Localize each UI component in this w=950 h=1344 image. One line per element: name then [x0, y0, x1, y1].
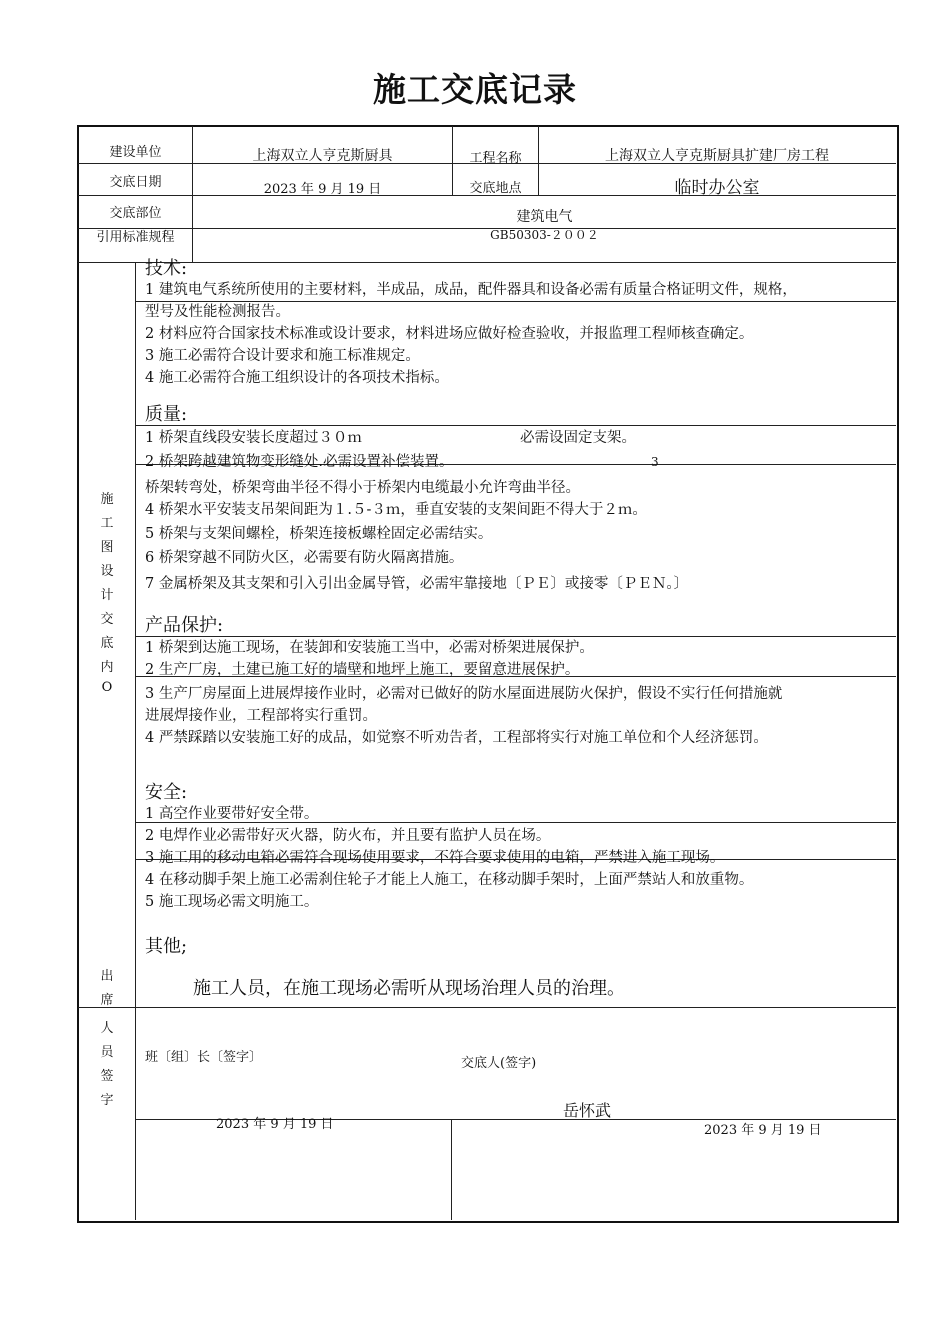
side-char: 底 [100, 636, 114, 651]
builder-value: 上海双立人亨克斯厨具 [252, 148, 393, 164]
safety-line: 3 施工用的移动电箱必需符合现场使用要求，不符合要求使用的电箱，严禁进入施工现场。 [145, 850, 725, 866]
protection-line: 2 生产厂房，土建已施工好的墙壁和地坪上施工，要留意进展保护。 [145, 662, 580, 678]
builder-label: 建设单位 [109, 145, 162, 160]
tech-line: 型号及性能检测报告。 [145, 304, 290, 320]
side-char: 席 [100, 993, 114, 1008]
safety-line: 4 在移动脚手架上施工必需刹住轮子才能上人施工，在移动脚手架时，上面严禁站人和放重物。 [145, 872, 754, 888]
quality-line: 5 桥架与支架间螺栓，桥架连接板螺栓固定必需结实。 [145, 526, 493, 542]
row-divider [78, 262, 896, 263]
project-label: 工程名称 [469, 151, 522, 166]
tech-line: 1 建筑电气系统所使用的主要材料，半成品，成品，配件器具和设备必需有质量合格证明文件，规格， [145, 282, 797, 298]
team-leader-signature-label: 班〔组〕长〔签字〕 [145, 1050, 263, 1065]
row-divider [78, 1007, 896, 1008]
sign-date-right: 2023 年 9 月 19 日 [704, 1123, 822, 1138]
side-char: O [101, 680, 113, 695]
other-heading: 其他; [145, 936, 188, 957]
place-value: 临时办公室 [674, 178, 760, 198]
safety-line: 1 高空作业要带好安全带。 [145, 806, 319, 822]
safety-line: 2 电焊作业必需带好灭火器，防火布，并且要有监护人员在场。 [145, 828, 551, 844]
col-divider [135, 262, 136, 1220]
safety-heading: 安全: [145, 782, 188, 803]
standard-label: 引用标准规程 [96, 230, 175, 245]
content-side-label [96, 488, 118, 704]
protection-line: 进展焊接作业，工程部将实行重罚。 [145, 708, 377, 724]
side-char: 人 [100, 1021, 114, 1036]
tech-line: 4 施工必需符合施工组织设计的各项技术指标。 [145, 370, 449, 386]
tech-heading: 技术: [145, 258, 188, 279]
tech-line: 3 施工必需符合设计要求和施工标准规定。 [145, 348, 420, 364]
side-char: 员 [100, 1045, 114, 1060]
quality-line: 必需设固定支架。 [520, 430, 636, 446]
quality-line: 桥架转弯处，桥架弯曲半径不得小于桥架内电缆最小允许弯曲半径。 [145, 480, 580, 496]
side-char: 字 [100, 1093, 114, 1108]
side-char: 内 [100, 660, 114, 675]
side-char: 工 [100, 516, 114, 531]
part-label: 交底部位 [109, 206, 162, 221]
quality-line: 2 桥架跨越建筑物变形缝处.必需设置补偿装置。 [145, 454, 454, 470]
discloser-name: 岳怀武 [563, 1101, 612, 1120]
quality-line: 6 桥架穿越不同防火区，必需要有防火隔离措施。 [145, 550, 464, 566]
quality-note-number: 3 [651, 455, 659, 469]
quality-line: 1 桥架直线段安装长度超过３０ｍ [145, 430, 362, 446]
sign-side-label [96, 965, 118, 1113]
side-char: 计 [100, 588, 114, 603]
side-char: 交 [100, 612, 114, 627]
place-label: 交底地点 [469, 181, 522, 196]
safety-line: 5 施工现场必需文明施工。 [145, 894, 319, 910]
side-char: 设 [100, 564, 114, 579]
discloser-signature-label: 交底人(签字) [461, 1056, 537, 1071]
side-char: 施 [100, 492, 114, 507]
protection-line: 3 生产厂房屋面上进展焊接作业时，必需对已做好的防水屋面进展防火保护，假设不实行任何措施就 [145, 686, 783, 702]
side-char: 出 [100, 969, 114, 984]
side-char: 图 [100, 540, 114, 555]
protection-heading: 产品保护: [145, 615, 224, 636]
inner-line [136, 425, 896, 426]
date-label: 交底日期 [109, 175, 162, 190]
col-divider [451, 1119, 452, 1220]
protection-line: 1 桥架到达施工现场，在装卸和安装施工当中，必需对桥架进展保护。 [145, 640, 594, 656]
date-value: 2023 年 9 月 19 日 [263, 182, 382, 197]
inner-line [136, 636, 896, 637]
quality-heading: 质量: [145, 404, 188, 425]
project-value: 上海双立人亨克斯厨具扩建厂房工程 [605, 148, 829, 164]
other-text: 施工人员，在施工现场必需听从现场治理人员的治理。 [193, 978, 625, 999]
quality-line: 4 桥架水平安装支吊架间距为１.５-３ｍ，垂直安装的支架间距不得大于２ｍ。 [145, 502, 647, 518]
standard-value: GB50303-２００２ [490, 228, 599, 242]
page-title: 施工交底记录 [373, 70, 577, 109]
sign-date-left: 2023 年 9 月 19 日 [216, 1117, 334, 1132]
quality-line: 7 金属桥架及其支架和引入引出金属导管，必需牢靠接地〔ＰＥ〕或接零〔ＰＥＮ。〕 [145, 576, 689, 592]
part-value: 建筑电气 [516, 209, 573, 225]
protection-line: 4 严禁踩踏以安装施工好的成品，如觉察不听劝告者，工程部将实行对施工单位和个人经济惩罚。 [145, 730, 768, 746]
side-char: 签 [100, 1069, 114, 1084]
tech-line: 2 材料应符合国家技术标准或设计要求，材料进场应做好检查验收，并报监理工程师核查确定。 [145, 326, 754, 342]
